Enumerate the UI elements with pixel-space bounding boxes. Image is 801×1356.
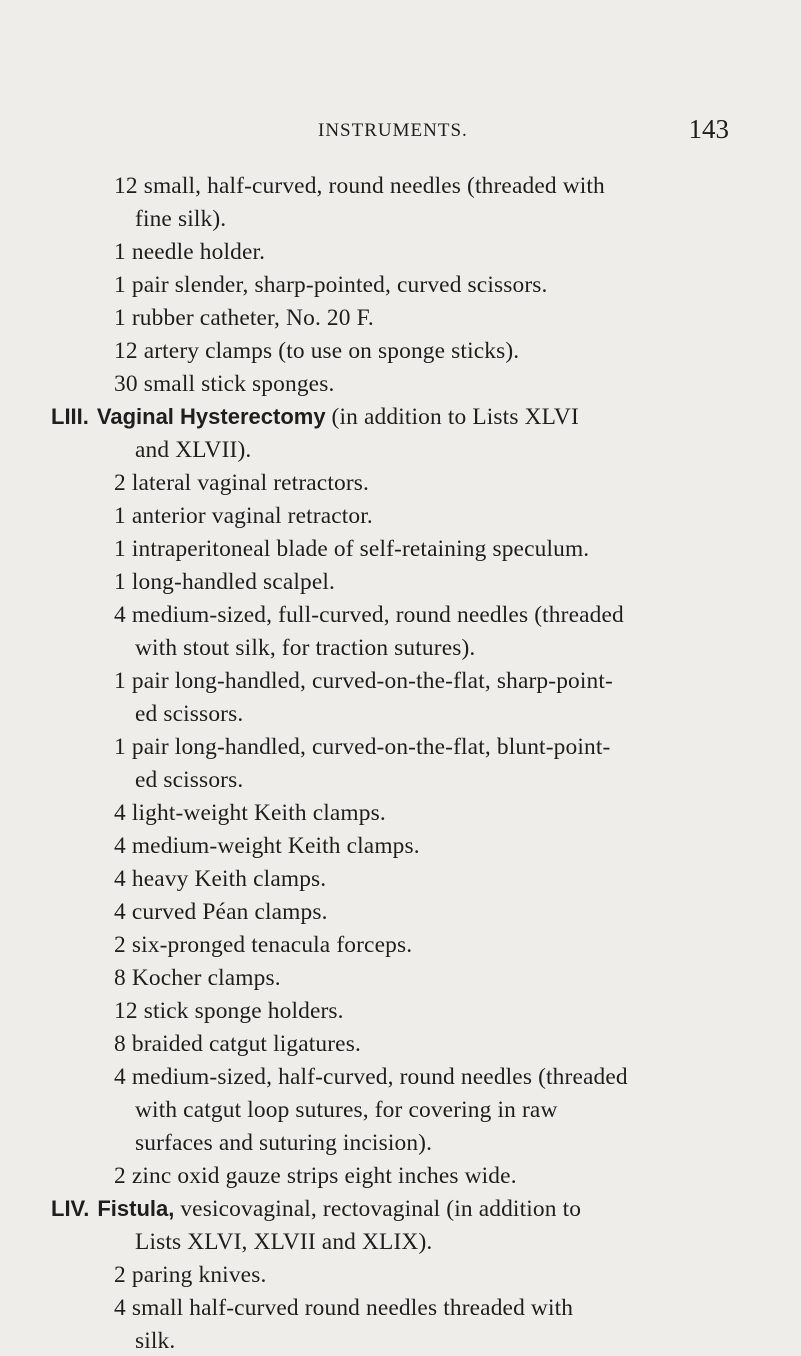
list-item: 1 pair slender, sharp-pointed, curved scissors. bbox=[114, 272, 548, 298]
section-heading-continuation: and XLVII). bbox=[135, 437, 252, 463]
list-item-continuation: with catgut loop sutures, for covering in raw bbox=[135, 1097, 558, 1123]
list-item-continuation: silk. bbox=[135, 1328, 176, 1354]
list-item: 4 small half-curved round needles threaded with bbox=[114, 1295, 574, 1321]
page-number: 143 bbox=[688, 114, 729, 144]
list-item: 4 medium-sized, half-curved, round needles (threaded bbox=[114, 1064, 628, 1090]
list-item: 2 paring knives. bbox=[114, 1262, 267, 1288]
list-item: 30 small stick sponges. bbox=[114, 371, 335, 397]
list-item: 4 heavy Keith clamps. bbox=[114, 866, 327, 892]
section-title: Fistula, bbox=[97, 1196, 175, 1221]
list-item-continuation: with stout silk, for traction sutures). bbox=[135, 635, 476, 661]
list-item: 12 stick sponge holders. bbox=[114, 998, 344, 1024]
list-item: 1 intraperitoneal blade of self-retaining speculum. bbox=[114, 536, 590, 562]
section-heading-rest: vesicovaginal, rectovaginal (in addition to bbox=[174, 1196, 582, 1222]
page-header bbox=[0, 114, 801, 152]
list-item: 12 artery clamps (to use on sponge sticks). bbox=[114, 338, 520, 364]
list-item: 2 six-pronged tenacula forceps. bbox=[114, 932, 413, 958]
running-head: INSTRUMENTS. bbox=[318, 120, 468, 141]
section-heading bbox=[51, 1194, 581, 1224]
section-heading bbox=[51, 402, 579, 432]
list-item: 4 medium-weight Keith clamps. bbox=[114, 833, 420, 859]
list-item: 2 zinc oxid gauze strips eight inches wide. bbox=[114, 1163, 517, 1189]
list-item-continuation: ed scissors. bbox=[135, 701, 244, 727]
section-title: Vaginal Hysterectomy bbox=[96, 404, 326, 429]
list-item: 8 Kocher clamps. bbox=[114, 965, 281, 991]
list-item-continuation: fine silk). bbox=[135, 206, 227, 232]
section-number: LIV. bbox=[51, 1196, 90, 1221]
list-item: 4 medium-sized, full-curved, round needles (threaded bbox=[114, 602, 624, 628]
list-item: 2 lateral vaginal retractors. bbox=[114, 470, 370, 496]
list-item-continuation: surfaces and suturing incision). bbox=[135, 1130, 433, 1156]
section-heading-continuation: Lists XLVI, XLVII and XLIX). bbox=[135, 1229, 433, 1255]
list-item: 8 braided catgut ligatures. bbox=[114, 1031, 361, 1057]
list-item: 12 small, half-curved, round needles (threaded with bbox=[114, 173, 605, 199]
list-item: 4 curved Péan clamps. bbox=[114, 899, 328, 925]
list-item: 1 pair long-handled, curved-on-the-flat, sharp-point- bbox=[114, 668, 613, 694]
list-item: 1 anterior vaginal retractor. bbox=[114, 503, 373, 529]
section-heading-rest: (in addition to Lists XLVI bbox=[325, 404, 579, 430]
list-item: 1 pair long-handled, curved-on-the-flat, blunt-point- bbox=[114, 734, 611, 760]
list-item: 1 needle holder. bbox=[114, 239, 266, 265]
list-item-continuation: ed scissors. bbox=[135, 767, 244, 793]
list-item: 4 light-weight Keith clamps. bbox=[114, 800, 386, 826]
list-item: 1 long-handled scalpel. bbox=[114, 569, 336, 595]
list-item: 1 rubber catheter, No. 20 F. bbox=[114, 305, 374, 331]
section-number: LIII. bbox=[51, 404, 89, 429]
